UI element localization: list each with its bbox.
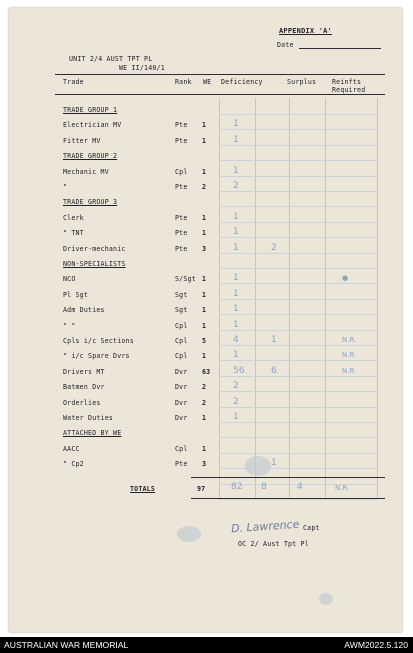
trade-name: Clerk [63, 213, 84, 222]
grid-line [377, 98, 378, 498]
grid-line [219, 391, 377, 392]
we-cell: 63 [202, 367, 211, 376]
col-trade: Trade [63, 78, 84, 86]
date-label: Date [277, 41, 294, 49]
totals-top-rule [191, 477, 385, 478]
deficiency-cell: 1 [233, 227, 239, 238]
archive-name: AUSTRALIAN WAR MEMORIAL [4, 640, 129, 650]
rank-cell: Cpl [175, 337, 188, 345]
rank-cell: Pte [175, 213, 188, 222]
we-cell: 1 [202, 414, 207, 422]
rank-cell: Dvr [175, 398, 188, 407]
trade-name: AACC [63, 444, 80, 453]
rank-cell: Pte [175, 121, 188, 130]
deficiency-cell: 1 [233, 412, 239, 422]
rank-cell: Pte [175, 460, 188, 469]
grid-line [219, 499, 377, 500]
grid-line [219, 129, 377, 130]
grid-line [219, 268, 377, 269]
surplus-cell: 6 [271, 365, 277, 376]
deficiency-cell: 2 [233, 381, 239, 392]
trade-name: Driver-mechanic [63, 244, 126, 253]
reinfts-cell: ● [342, 274, 349, 283]
rank-cell: Sgt [175, 306, 188, 315]
trade-name: Electrician MV [63, 121, 122, 130]
deficiency-cell: 4 [233, 335, 239, 345]
we-cell: 2 [202, 183, 207, 191]
rank-cell: Cpl [175, 167, 188, 176]
columns-rule [55, 94, 385, 95]
grid-line [219, 299, 377, 300]
we-cell: 3 [202, 244, 207, 253]
trade-name: Fitter MV [63, 136, 101, 145]
grid-line [219, 407, 377, 408]
we-cell: 1 [202, 213, 207, 222]
deficiency-cell: 1 [233, 304, 239, 315]
trade-name: Adm Duties [63, 306, 105, 315]
rank-cell: Pte [175, 229, 188, 238]
rank-cell: Dvr [175, 383, 188, 392]
grid-line [219, 345, 377, 346]
totals-bottom-rule [191, 498, 385, 499]
grid-line [219, 206, 377, 207]
ink-stain [245, 456, 271, 476]
we-cell: 1 [202, 306, 207, 315]
col-rank: Rank [175, 78, 192, 86]
trade-name: Drivers MT [63, 367, 105, 376]
deficiency-cell: 1 [233, 134, 239, 145]
rank-cell: Cpl [175, 444, 188, 453]
surplus-cell: 2 [271, 242, 277, 253]
totals-reinfts: N.R. [335, 484, 350, 492]
grid-line [219, 468, 377, 469]
we-cell: 1 [202, 321, 207, 330]
surplus-cell: 1 [271, 335, 277, 345]
trade-name: Mechanic MV [63, 167, 109, 176]
signatory-role: OC 2/ Aust Tpt Pl [238, 540, 309, 548]
we-cell: 1 [202, 444, 207, 453]
col-deficiency: Deficiency [221, 78, 263, 86]
trade-name: " Cp2 [63, 460, 84, 469]
trade-name: " TNT [63, 229, 84, 238]
trade-name: Water Duties [63, 414, 114, 422]
trade-group-heading: TRADE GROUP 1 [63, 106, 118, 114]
reinfts-cell: N.R. [342, 351, 357, 360]
grid-line [219, 237, 377, 238]
we-cell: 5 [202, 337, 207, 345]
we-cell: 1 [202, 167, 207, 176]
unit-title: UNIT 2/4 AUST TPT PL [69, 55, 153, 63]
deficiency-cell: 1 [233, 242, 239, 253]
ink-stain [177, 526, 201, 542]
trade-name: " [63, 183, 68, 191]
totals-label: TOTALS [130, 485, 156, 493]
document-page [9, 8, 402, 632]
deficiency-cell: 1 [233, 165, 239, 176]
archive-footer [0, 637, 413, 653]
grid-line [219, 191, 377, 192]
rank-cell: Pte [175, 136, 188, 145]
grid-line [219, 422, 377, 423]
rank-cell: S/Sgt [175, 275, 196, 284]
trade-group-heading: NON-SPECIALISTS [63, 260, 126, 268]
trade-name: " " [63, 321, 76, 330]
we-cell: 2 [202, 398, 207, 407]
rank-cell: Cpl [175, 352, 188, 361]
col-reinfts: Reinfts Required [332, 78, 366, 94]
we-cell: 2 [202, 383, 207, 392]
trade-name: Cpls i/c Sections [63, 337, 134, 345]
grid-line [219, 253, 377, 254]
archive-id: AWM2022.5.120 [344, 640, 408, 650]
deficiency-cell: 1 [233, 350, 239, 361]
trade-name: " i/c Spare Dvrs [63, 352, 130, 361]
deficiency-cell: 1 [233, 273, 239, 284]
grid-line [219, 330, 377, 331]
col-surplus: Surplus [287, 78, 317, 86]
rank-cell: Pte [175, 183, 188, 191]
trade-name: NCO [63, 275, 76, 284]
grid-line [219, 283, 377, 284]
rank-cell: Dvr [175, 414, 188, 422]
surplus-cell: 1 [271, 458, 277, 469]
deficiency-cell: 2 [233, 181, 239, 191]
we-cell: 3 [202, 460, 207, 469]
signature: D. Lawrence [230, 517, 300, 536]
grid-line [219, 160, 377, 161]
deficiency-cell: 1 [233, 119, 239, 130]
totals-surplus: 8 [261, 482, 267, 492]
grid-line [219, 114, 377, 115]
totals-we: 97 [197, 485, 206, 493]
grid-line [219, 145, 377, 146]
grid-line [219, 437, 377, 438]
grid-line [219, 376, 377, 377]
grid-line [219, 314, 377, 315]
rank-cell: Dvr [175, 367, 188, 376]
rank-cell: Cpl [175, 321, 188, 330]
trade-name: Orderlies [63, 398, 101, 407]
totals-extra: 4 [297, 482, 303, 492]
date-line [299, 48, 381, 49]
rank-cell: Sgt [175, 290, 188, 299]
deficiency-cell: 1 [233, 288, 239, 299]
trade-group-heading: ATTACHED BY WE [63, 429, 122, 438]
we-cell: 1 [202, 290, 207, 299]
we-cell: 1 [202, 229, 207, 238]
ink-stain [319, 593, 333, 605]
grid-line [219, 222, 377, 223]
reinfts-cell: N.R. [342, 336, 357, 344]
we-cell: 1 [202, 136, 207, 145]
trade-group-heading: TRADE GROUP 2 [63, 152, 118, 161]
header-rule [55, 74, 385, 75]
grid-line [219, 176, 377, 177]
trade-name: Batmen Dvr [63, 383, 105, 392]
trade-group-heading: TRADE GROUP 3 [63, 198, 118, 207]
trade-name: Pl Sgt [63, 290, 89, 299]
deficiency-cell: 1 [233, 319, 239, 330]
col-we: WE [203, 78, 212, 86]
we-cell: 1 [202, 121, 207, 130]
rank-cell: Pte [175, 244, 188, 253]
grid-line [219, 453, 377, 454]
deficiency-cell: 2 [233, 396, 239, 407]
deficiency-cell: 1 [233, 211, 239, 222]
we-cell: 1 [202, 352, 207, 361]
we-reference: WE II/140/1 [119, 64, 165, 72]
appendix-label: APPENDIX 'A' [279, 27, 332, 35]
we-cell: 1 [202, 275, 207, 284]
reinfts-cell: N.R. [342, 366, 357, 375]
totals-deficiency: 82 [231, 482, 243, 492]
deficiency-cell: 56 [233, 365, 245, 376]
signatory-rank: Capt [303, 524, 320, 532]
grid-line [219, 360, 377, 361]
